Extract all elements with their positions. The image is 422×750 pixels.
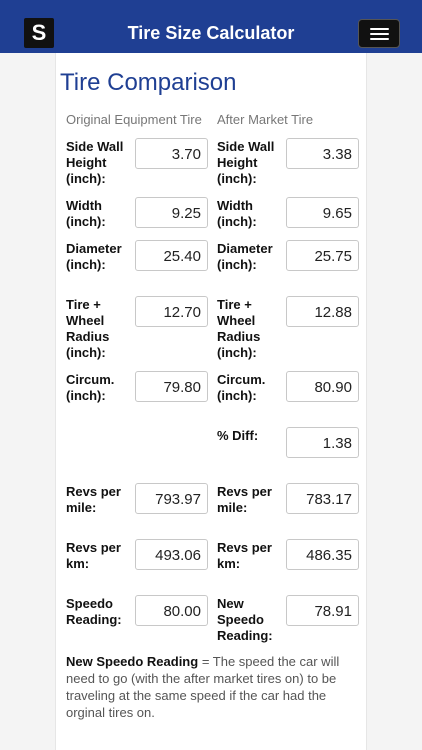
input-original-speedo[interactable]: 80.00: [135, 595, 208, 626]
label-aftermarket-revs-km: Revs per km:: [217, 540, 272, 571]
note-text: = The speed the car will need to go (with the after market tires on) to be traveling at the same speed if the car had the orginal tires on.: [66, 654, 340, 720]
input-aftermarket-width[interactable]: 9.65: [286, 197, 359, 228]
app-title: Tire Size Calculator: [127, 23, 295, 43]
input-aftermarket-radius[interactable]: 12.88: [286, 296, 359, 327]
label-original-revs-km: Revs per km:: [66, 540, 121, 571]
menu-icon: [370, 38, 389, 40]
page-title: Tire Comparison: [60, 69, 237, 96]
label-aftermarket-circum: Circum. (inch):: [217, 372, 266, 403]
column-header-original: Original Equipment Tire: [66, 112, 202, 127]
input-aftermarket-sidewall[interactable]: 3.38: [286, 138, 359, 169]
label-aftermarket-sidewall: Side Wall Height (inch):: [217, 139, 275, 186]
input-original-revs-mile[interactable]: 793.97: [135, 483, 208, 514]
input-original-radius[interactable]: 12.70: [135, 296, 208, 327]
input-aftermarket-revs-km[interactable]: 486.35: [286, 539, 359, 570]
input-aftermarket-circum[interactable]: 80.90: [286, 371, 359, 402]
label-aftermarket-diameter: Diameter (inch):: [217, 241, 273, 272]
input-aftermarket-diameter[interactable]: 25.75: [286, 240, 359, 271]
menu-icon: [370, 28, 389, 30]
speedo-note: [66, 653, 362, 721]
label-original-speedo: Speedo Reading:: [66, 596, 122, 627]
label-original-revs-mile: Revs per mile:: [66, 484, 121, 515]
input-aftermarket-revs-mile[interactable]: 783.17: [286, 483, 359, 514]
label-aftermarket-width: Width (inch):: [217, 198, 257, 229]
label-percent-diff: % Diff:: [217, 428, 259, 443]
label-aftermarket-revs-mile: Revs per mile:: [217, 484, 272, 515]
input-original-sidewall[interactable]: 3.70: [135, 138, 208, 169]
input-aftermarket-speedo[interactable]: 78.91: [286, 595, 359, 626]
label-original-width: Width (inch):: [66, 198, 106, 229]
label-original-circum: Circum. (inch):: [66, 372, 115, 403]
input-percent-diff[interactable]: 1.38: [286, 427, 359, 458]
label-aftermarket-radius: Tire + Wheel Radius (inch):: [217, 297, 261, 360]
label-original-diameter: Diameter (inch):: [66, 241, 122, 272]
label-aftermarket-speedo: New Speedo Reading:: [217, 596, 273, 643]
input-original-diameter[interactable]: 25.40: [135, 240, 208, 271]
app-logo[interactable]: S: [24, 18, 54, 48]
input-original-width[interactable]: 9.25: [135, 197, 208, 228]
input-original-revs-km[interactable]: 493.06: [135, 539, 208, 570]
label-original-radius: Tire + Wheel Radius (inch):: [66, 297, 110, 360]
hamburger-menu-button[interactable]: [358, 19, 400, 48]
navbar: [0, 0, 422, 53]
input-original-circum[interactable]: 79.80: [135, 371, 208, 402]
menu-icon: [370, 33, 389, 35]
column-header-aftermarket: After Market Tire: [217, 112, 314, 127]
label-original-sidewall: Side Wall Height (inch):: [66, 139, 124, 186]
note-term: New Speedo Reading: [66, 654, 199, 669]
